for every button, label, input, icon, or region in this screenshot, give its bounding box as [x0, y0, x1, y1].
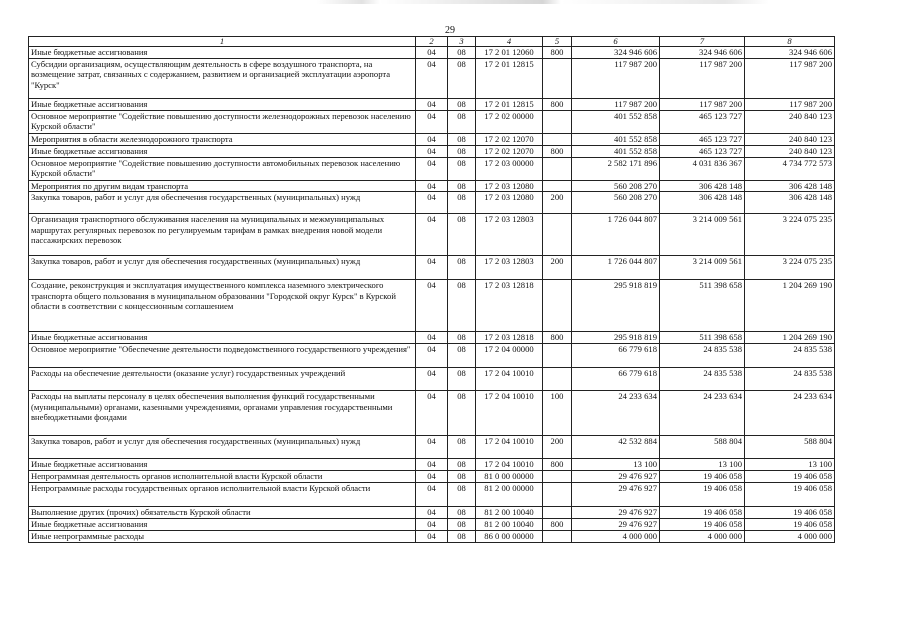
row-expense-type-cell: 100: [543, 391, 572, 436]
col-header-4: 4: [476, 37, 543, 47]
column-number-row: [29, 37, 835, 47]
row-subsection-cell: 08: [448, 145, 476, 157]
row-section-cell: 04: [416, 344, 448, 368]
row-target-article-cell: 81 2 00 10040: [476, 507, 543, 519]
col-header-5: 5: [543, 37, 572, 47]
row-amount-year3-cell: 19 406 058: [745, 519, 835, 531]
row-amount-year2-cell: 4 000 000: [660, 531, 745, 543]
row-name-cell: Иные бюджетные ассигнования: [29, 145, 416, 157]
row-expense-type-cell: 800: [543, 145, 572, 157]
row-amount-year2-cell: 19 406 058: [660, 507, 745, 519]
row-name-cell: Иные бюджетные ассигнования: [29, 98, 416, 110]
row-name-cell: Непрограммные расходы государственных органов исполнительной власти Курской области: [29, 483, 416, 507]
row-section-cell: 04: [416, 471, 448, 483]
row-amount-year3-cell: 24 233 634: [745, 391, 835, 436]
row-amount-year3-cell: 324 946 606: [745, 47, 835, 59]
table-row: [29, 471, 835, 483]
row-amount-year3-cell: 4 000 000: [745, 531, 835, 543]
row-section-cell: 04: [416, 507, 448, 519]
row-name-cell: Закупка товаров, работ и услуг для обеспечения государственных (муниципальных) нужд: [29, 436, 416, 459]
row-subsection-cell: 08: [448, 133, 476, 145]
row-target-article-cell: 17 2 04 10010: [476, 436, 543, 459]
row-target-article-cell: 81 0 00 00000: [476, 471, 543, 483]
row-subsection-cell: 08: [448, 368, 476, 391]
table-row: [29, 133, 835, 145]
row-amount-year1-cell: 560 208 270: [572, 180, 660, 192]
table-row: [29, 256, 835, 280]
row-amount-year1-cell: 1 726 044 807: [572, 256, 660, 280]
table-row: [29, 519, 835, 531]
row-amount-year1-cell: 2 582 171 896: [572, 157, 660, 180]
row-expense-type-cell: [543, 58, 572, 98]
row-name-cell: Закупка товаров, работ и услуг для обеспечения государственных (муниципальных) нужд: [29, 256, 416, 280]
row-amount-year1-cell: 401 552 858: [572, 110, 660, 133]
table-row: [29, 58, 835, 98]
row-amount-year1-cell: 66 779 618: [572, 368, 660, 391]
row-target-article-cell: 17 2 03 12803: [476, 256, 543, 280]
row-section-cell: 04: [416, 459, 448, 471]
row-target-article-cell: 81 2 00 00000: [476, 483, 543, 507]
row-amount-year1-cell: 42 532 884: [572, 436, 660, 459]
row-target-article-cell: 17 2 01 12815: [476, 58, 543, 98]
row-amount-year3-cell: 4 734 772 573: [745, 157, 835, 180]
row-name-cell: Расходы на выплаты персоналу в целях обеспечения выполнения функций государственными (муниципальными) органами, казенными учреждениями, органами управления государственными внебюджетными фондами: [29, 391, 416, 436]
row-amount-year3-cell: 19 406 058: [745, 483, 835, 507]
row-section-cell: 04: [416, 145, 448, 157]
row-amount-year1-cell: 29 476 927: [572, 519, 660, 531]
row-amount-year2-cell: 306 428 148: [660, 192, 745, 214]
row-subsection-cell: 08: [448, 157, 476, 180]
row-subsection-cell: 08: [448, 391, 476, 436]
budget-table: [28, 36, 835, 543]
row-amount-year1-cell: 29 476 927: [572, 471, 660, 483]
row-amount-year1-cell: 560 208 270: [572, 192, 660, 214]
row-name-cell: Основное мероприятие "Содействие повышению доступности железнодорожных перевозок населению Курской области": [29, 110, 416, 133]
row-subsection-cell: 08: [448, 436, 476, 459]
row-amount-year1-cell: 29 476 927: [572, 507, 660, 519]
row-expense-type-cell: [543, 368, 572, 391]
row-target-article-cell: 17 2 02 12070: [476, 145, 543, 157]
row-subsection-cell: 08: [448, 332, 476, 344]
row-amount-year3-cell: 19 406 058: [745, 507, 835, 519]
col-header-1: 1: [29, 37, 416, 47]
row-amount-year1-cell: 66 779 618: [572, 344, 660, 368]
row-amount-year1-cell: 1 726 044 807: [572, 214, 660, 256]
row-amount-year2-cell: 511 398 658: [660, 280, 745, 332]
row-subsection-cell: 08: [448, 256, 476, 280]
table-row: [29, 180, 835, 192]
row-section-cell: 04: [416, 192, 448, 214]
row-target-article-cell: 17 2 03 12803: [476, 214, 543, 256]
row-name-cell: Основное мероприятие "Обеспечение деятельности подведомственного государственного учреждения": [29, 344, 416, 368]
row-section-cell: 04: [416, 280, 448, 332]
row-name-cell: Непрограммная деятельность органов исполнительной власти Курской области: [29, 471, 416, 483]
row-amount-year2-cell: 3 214 009 561: [660, 256, 745, 280]
row-section-cell: 04: [416, 256, 448, 280]
table-row: [29, 483, 835, 507]
row-amount-year3-cell: 117 987 200: [745, 58, 835, 98]
row-amount-year3-cell: 240 840 123: [745, 110, 835, 133]
row-amount-year2-cell: 117 987 200: [660, 58, 745, 98]
row-expense-type-cell: [543, 110, 572, 133]
row-target-article-cell: 17 2 03 12080: [476, 192, 543, 214]
row-expense-type-cell: 200: [543, 256, 572, 280]
col-header-3: 3: [448, 37, 476, 47]
row-amount-year3-cell: 306 428 148: [745, 180, 835, 192]
row-target-article-cell: 17 2 04 10010: [476, 368, 543, 391]
row-expense-type-cell: [543, 483, 572, 507]
row-target-article-cell: 17 2 01 12060: [476, 47, 543, 59]
table-row: [29, 368, 835, 391]
row-amount-year3-cell: 3 224 075 235: [745, 256, 835, 280]
row-amount-year3-cell: 306 428 148: [745, 192, 835, 214]
row-name-cell: Иные бюджетные ассигнования: [29, 332, 416, 344]
row-section-cell: 04: [416, 214, 448, 256]
row-section-cell: 04: [416, 180, 448, 192]
table-row: [29, 332, 835, 344]
row-section-cell: 04: [416, 98, 448, 110]
row-subsection-cell: 08: [448, 214, 476, 256]
row-amount-year3-cell: 3 224 075 235: [745, 214, 835, 256]
row-name-cell: Иные бюджетные ассигнования: [29, 519, 416, 531]
row-subsection-cell: 08: [448, 459, 476, 471]
row-amount-year1-cell: 324 946 606: [572, 47, 660, 59]
row-target-article-cell: 81 2 00 10040: [476, 519, 543, 531]
row-amount-year2-cell: 24 835 538: [660, 368, 745, 391]
row-amount-year1-cell: 29 476 927: [572, 483, 660, 507]
row-amount-year1-cell: 117 987 200: [572, 58, 660, 98]
row-amount-year3-cell: 24 835 538: [745, 344, 835, 368]
row-amount-year2-cell: 465 123 727: [660, 133, 745, 145]
row-amount-year2-cell: 24 835 538: [660, 344, 745, 368]
row-amount-year3-cell: 19 406 058: [745, 471, 835, 483]
row-amount-year2-cell: 465 123 727: [660, 110, 745, 133]
row-subsection-cell: 08: [448, 58, 476, 98]
row-subsection-cell: 08: [448, 344, 476, 368]
row-name-cell: Субсидии организациям, осуществляющим деятельность в сфере воздушного транспорта, на возмещение затрат, связанных с содержанием, развитием и организацией эксплуатации аэропорта "Курск": [29, 58, 416, 98]
row-amount-year3-cell: 24 835 538: [745, 368, 835, 391]
row-target-article-cell: 17 2 03 12818: [476, 332, 543, 344]
row-section-cell: 04: [416, 531, 448, 543]
row-amount-year1-cell: 401 552 858: [572, 133, 660, 145]
row-subsection-cell: 08: [448, 471, 476, 483]
row-subsection-cell: 08: [448, 110, 476, 133]
row-amount-year2-cell: 511 398 658: [660, 332, 745, 344]
row-name-cell: Расходы на обеспечение деятельности (оказание услуг) государственных учреждений: [29, 368, 416, 391]
row-section-cell: 04: [416, 436, 448, 459]
row-subsection-cell: 08: [448, 98, 476, 110]
row-section-cell: 04: [416, 47, 448, 59]
row-target-article-cell: 17 2 02 00000: [476, 110, 543, 133]
row-amount-year3-cell: 588 804: [745, 436, 835, 459]
row-name-cell: Основное мероприятие "Содействие повышению доступности автомобильных перевозок населению Курской области": [29, 157, 416, 180]
row-amount-year2-cell: 19 406 058: [660, 471, 745, 483]
row-amount-year1-cell: 295 918 819: [572, 332, 660, 344]
table-row: [29, 507, 835, 519]
row-amount-year1-cell: 295 918 819: [572, 280, 660, 332]
row-amount-year2-cell: 19 406 058: [660, 483, 745, 507]
row-target-article-cell: 17 2 04 10010: [476, 459, 543, 471]
row-target-article-cell: 17 2 04 10010: [476, 391, 543, 436]
row-amount-year2-cell: 588 804: [660, 436, 745, 459]
table-row: [29, 459, 835, 471]
row-section-cell: 04: [416, 391, 448, 436]
row-amount-year2-cell: 13 100: [660, 459, 745, 471]
page-number: 29: [445, 25, 455, 36]
row-amount-year1-cell: 401 552 858: [572, 145, 660, 157]
row-amount-year3-cell: 240 840 123: [745, 133, 835, 145]
table-row: [29, 157, 835, 180]
scan-edge-artifact: [0, 0, 905, 4]
row-amount-year1-cell: 4 000 000: [572, 531, 660, 543]
row-target-article-cell: 17 2 03 12080: [476, 180, 543, 192]
row-section-cell: 04: [416, 483, 448, 507]
table-row: [29, 391, 835, 436]
row-target-article-cell: 17 2 03 00000: [476, 157, 543, 180]
col-header-8: 8: [745, 37, 835, 47]
row-name-cell: Выполнение других (прочих) обязательств Курской области: [29, 507, 416, 519]
table-row: [29, 436, 835, 459]
row-expense-type-cell: [543, 471, 572, 483]
row-subsection-cell: 08: [448, 519, 476, 531]
row-subsection-cell: 08: [448, 483, 476, 507]
table-body: [29, 47, 835, 543]
row-expense-type-cell: [543, 531, 572, 543]
row-expense-type-cell: 800: [543, 519, 572, 531]
col-header-2: 2: [416, 37, 448, 47]
row-expense-type-cell: 800: [543, 332, 572, 344]
table-row: [29, 110, 835, 133]
row-amount-year2-cell: 19 406 058: [660, 519, 745, 531]
row-amount-year2-cell: 324 946 606: [660, 47, 745, 59]
row-name-cell: Иные непрограммные расходы: [29, 531, 416, 543]
row-amount-year1-cell: 13 100: [572, 459, 660, 471]
row-amount-year3-cell: 1 204 269 190: [745, 280, 835, 332]
row-target-article-cell: 17 2 04 00000: [476, 344, 543, 368]
row-expense-type-cell: 800: [543, 98, 572, 110]
row-expense-type-cell: [543, 180, 572, 192]
table-row: [29, 145, 835, 157]
row-name-cell: Мероприятия по другим видам транспорта: [29, 180, 416, 192]
row-target-article-cell: 17 2 02 12070: [476, 133, 543, 145]
row-expense-type-cell: [543, 214, 572, 256]
row-amount-year1-cell: 24 233 634: [572, 391, 660, 436]
row-section-cell: 04: [416, 368, 448, 391]
row-name-cell: Мероприятия в области железнодорожного транспорта: [29, 133, 416, 145]
row-subsection-cell: 08: [448, 180, 476, 192]
row-section-cell: 04: [416, 133, 448, 145]
table-row: [29, 47, 835, 59]
row-section-cell: 04: [416, 58, 448, 98]
row-amount-year2-cell: 306 428 148: [660, 180, 745, 192]
table-row: [29, 214, 835, 256]
row-expense-type-cell: 200: [543, 192, 572, 214]
row-subsection-cell: 08: [448, 507, 476, 519]
row-subsection-cell: 08: [448, 192, 476, 214]
row-amount-year2-cell: 4 031 836 367: [660, 157, 745, 180]
table-row: [29, 280, 835, 332]
col-header-6: 6: [572, 37, 660, 47]
row-expense-type-cell: 800: [543, 459, 572, 471]
row-name-cell: Организация транспортного обслуживания населения на муниципальных и межмуниципальных маршрутах регулярных перевозок по регулируемым тарифам в рамках внедрения новой модели пассажирских перевозок: [29, 214, 416, 256]
row-section-cell: 04: [416, 519, 448, 531]
row-amount-year2-cell: 465 123 727: [660, 145, 745, 157]
row-expense-type-cell: [543, 280, 572, 332]
table-row: [29, 531, 835, 543]
row-target-article-cell: 86 0 00 00000: [476, 531, 543, 543]
row-expense-type-cell: 800: [543, 47, 572, 59]
row-subsection-cell: 08: [448, 280, 476, 332]
row-expense-type-cell: [543, 344, 572, 368]
row-expense-type-cell: [543, 507, 572, 519]
row-subsection-cell: 08: [448, 47, 476, 59]
row-amount-year2-cell: 3 214 009 561: [660, 214, 745, 256]
row-subsection-cell: 08: [448, 531, 476, 543]
row-amount-year3-cell: 13 100: [745, 459, 835, 471]
row-amount-year1-cell: 117 987 200: [572, 98, 660, 110]
row-expense-type-cell: [543, 157, 572, 180]
row-name-cell: Создание, реконструкция и эксплуатация имущественного комплекса наземного электрического транспорта общего пользования в муниципальном образовании "Городской округ Курск" в Курской области в соответствии с концессионным соглашением: [29, 280, 416, 332]
row-name-cell: Иные бюджетные ассигнования: [29, 459, 416, 471]
row-section-cell: 04: [416, 332, 448, 344]
table-row: [29, 98, 835, 110]
row-amount-year3-cell: 117 987 200: [745, 98, 835, 110]
row-amount-year2-cell: 117 987 200: [660, 98, 745, 110]
row-section-cell: 04: [416, 110, 448, 133]
row-target-article-cell: 17 2 01 12815: [476, 98, 543, 110]
row-name-cell: Закупка товаров, работ и услуг для обеспечения государственных (муниципальных) нужд: [29, 192, 416, 214]
row-expense-type-cell: 200: [543, 436, 572, 459]
row-amount-year3-cell: 1 204 269 190: [745, 332, 835, 344]
row-amount-year2-cell: 24 233 634: [660, 391, 745, 436]
table-row: [29, 192, 835, 214]
row-name-cell: Иные бюджетные ассигнования: [29, 47, 416, 59]
row-amount-year3-cell: 240 840 123: [745, 145, 835, 157]
col-header-7: 7: [660, 37, 745, 47]
table-row: [29, 344, 835, 368]
row-section-cell: 04: [416, 157, 448, 180]
row-expense-type-cell: [543, 133, 572, 145]
row-target-article-cell: 17 2 03 12818: [476, 280, 543, 332]
